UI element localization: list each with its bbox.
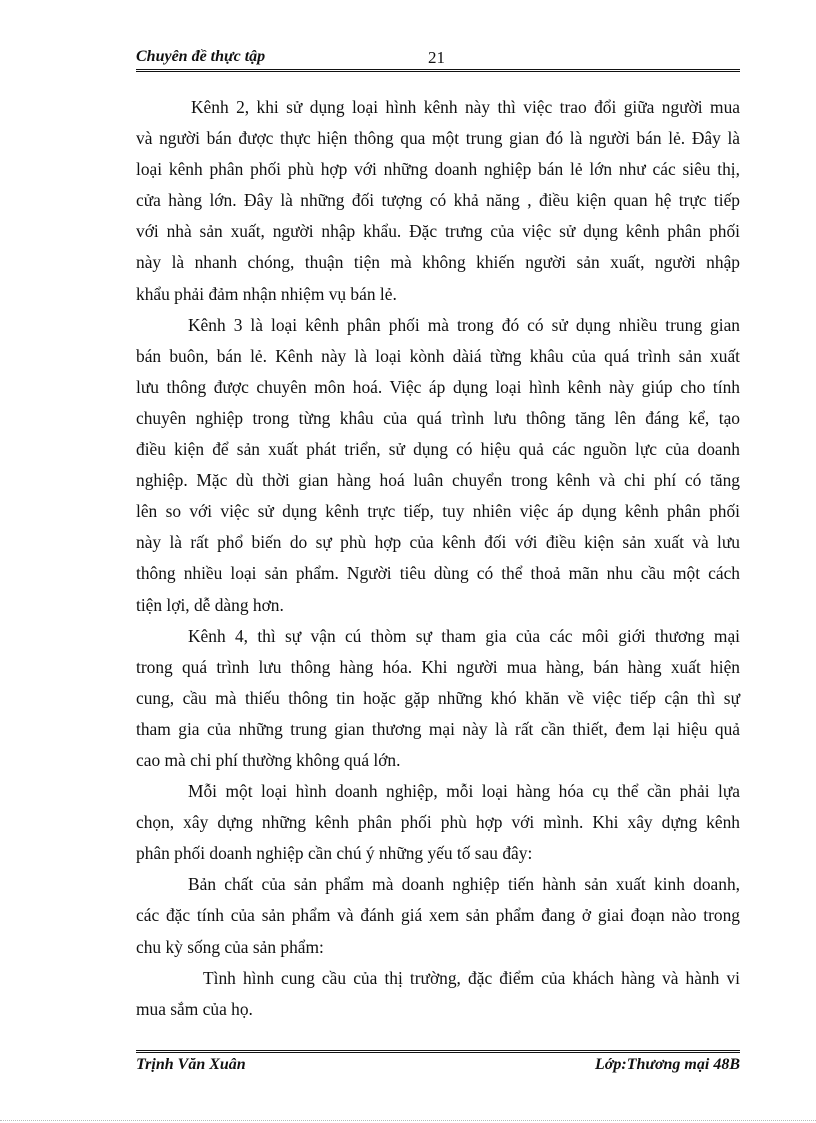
footer-class: Lớp:Thương mại 48B (595, 1056, 740, 1073)
text-line: Bản chất của sản phẩm mà doanh nghiệp tiến hành sản xuất kinh doanh, (188, 874, 740, 895)
text-line: chuyên nghiệp trong từng khâu của quá trình lưu thông tăng lên đáng kể, tạo (136, 407, 740, 428)
text-line: cung, cầu mà thiếu thông tin hoặc gặp những khó khăn về việc tiếp cận thì sự (136, 687, 740, 708)
text-line: Kênh 3 là loại kênh phân phối mà trong đó có sử dụng nhiều trung gian (188, 314, 740, 335)
text-line: mua sắm của họ. (136, 998, 253, 1019)
text-line: phân phối doanh nghiệp cần chú ý những yếu tố sau đây: (136, 843, 533, 864)
header-rule (136, 69, 740, 72)
text-line: này là rất phổ biến do sự phù hợp của kênh đối với điều kiện sản xuất và lưu (136, 532, 740, 553)
page-footer (136, 1056, 740, 1078)
paragraph (136, 869, 740, 962)
paragraph (136, 776, 740, 869)
text-line: chu kỳ sống của sản phẩm: (136, 936, 324, 957)
text-line: tham gia của những trung gian thương mại này là rất cần thiết, đem lại hiệu quả (136, 718, 740, 739)
text-line: cao mà chi phí thường không quá lớn. (136, 749, 401, 770)
text-line: cửa hàng lớn. Đây là những đối tượng có khả năng , điều kiện quan hệ trực tiếp (136, 190, 740, 211)
text-line: Kênh 2, khi sử dụng loại hình kênh này thì việc trao đổi giữa người mua (191, 97, 740, 117)
text-line: lưu thông được chuyên môn hoá. Việc áp dụng loại hình kênh này giúp cho tính (136, 376, 740, 397)
text-line: trong quá trình lưu thông hàng hóa. Khi người mua hàng, bán hàng xuất hiện (136, 656, 740, 677)
text-line: Mỗi một loại hình doanh nghiệp, mỗi loại hàng hóa cụ thể cần phải lựa (188, 781, 740, 802)
text-line: loại kênh phân phối phù hợp với những doanh nghiệp bán lẻ lớn như các siêu thị, (136, 159, 740, 180)
footer-author: Trịnh Văn Xuân (136, 1056, 246, 1073)
text-line: các đặc tính của sản phẩm và đánh giá xem sản phẩm đang ở giai đoạn nào trong (136, 905, 740, 926)
text-line: khẩu phải đảm nhận nhiệm vụ bán lẻ. (136, 283, 397, 304)
page-edge (0, 1120, 816, 1121)
text-line: bán buôn, bán lẻ. Kênh này là loại kònh dàiá từng khâu của quá trình sản xuất (136, 345, 740, 366)
text-line: Kênh 4, thì sự vận cú thòm sự tham gia của các môi giới thương mại (188, 625, 740, 646)
text-line: thông nhiều loại sản phẩm. Người tiêu dùng có thể thoả mãn nhu cầu một cách (136, 563, 740, 584)
paragraph (136, 621, 740, 776)
header-title: Chuyên đề thực tập (136, 48, 266, 65)
text-line: và người bán được thực hiện thông qua một trung gian đó là người bán lẻ. Đây là (136, 128, 740, 149)
page-header (136, 48, 740, 70)
text-line: chọn, xây dựng những kênh phân phối phù hợp với mình. Khi xây dựng kênh (136, 812, 740, 833)
page-number: 21 (428, 48, 445, 67)
text-line: với nhà sản xuất, người nhập khẩu. Đặc trưng của việc sử dụng kênh phân phối (136, 221, 740, 242)
text-line: này là nhanh chóng, thuận tiện mà không khiến người sản xuất, người nhập (136, 252, 740, 273)
text-line: Tình hình cung cầu của thị trường, đặc điểm của khách hàng và hành vi (203, 967, 740, 988)
footer-rule (136, 1050, 740, 1053)
text-line: lên so với việc sử dụng kênh trực tiếp, tuy nhiên việc áp dụng kênh phân phối (136, 501, 740, 522)
text-line: điều kiện để sản xuất phát triển, sử dụng có hiệu quả các nguồn lực của doanh (136, 439, 740, 460)
body-text (136, 92, 740, 1025)
text-line: nghiệp. Mặc dù thời gian hàng hoá luân chuyển trong kênh và chi phí có tăng (136, 470, 740, 491)
paragraph (136, 963, 740, 1025)
paragraph (136, 92, 740, 310)
paragraph (136, 310, 740, 621)
text-line: tiện lợi, dễ dàng hơn. (136, 594, 284, 615)
